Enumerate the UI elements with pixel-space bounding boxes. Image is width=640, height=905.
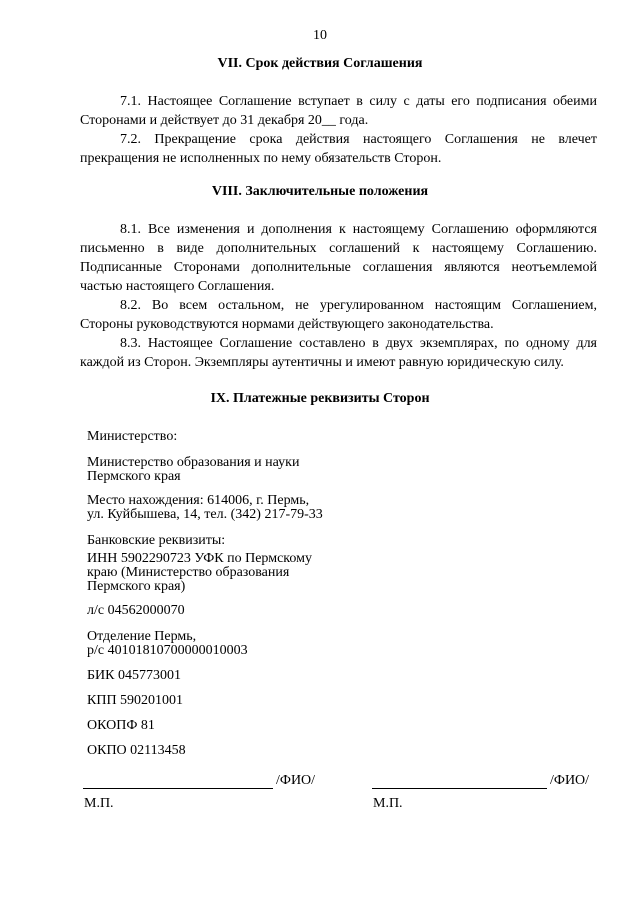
clause-7-1: 7.1. Настоящее Соглашение вступает в силу с даты его подписания обеими Сторонами и действует до 31 декабря 20__ года. [80,94,597,128]
okpo-code: ОКПО 02113458 [87,743,186,758]
ministry-name-line-2: Пермского края [87,469,181,484]
settlement-account: р/с 40101810700000010003 [87,643,248,658]
address-line-1: Место нахождения: 614006, г. Пермь, [87,493,310,508]
clause-7-2: 7.2. Прекращение срока действия настоящего Соглашения не влечет прекращения не исполненных по нему обязательств Сторон. [80,132,597,166]
clause-8-2: 8.2. Во всем остальном, не урегулированном настоящим Соглашением, Стороны руководствуются нормами действующего законодательства. [80,298,597,332]
okopf-code: ОКОПФ 81 [87,718,155,733]
section-9-heading: IX. Платежные реквизиты Сторон [210,391,430,406]
right-fio-label: /ФИО/ [550,773,590,788]
ministry-label: Министерство: [87,429,178,444]
clause-8-3: 8.3. Настоящее Соглашение составлено в двух экземплярах, по одному для каждой из Сторон. Экземпляры аутентичны и имеют равную юридическую силу. [80,336,597,370]
section-7-heading: VII. Срок действия Соглашения [217,56,423,71]
section-8-heading: VIII. Заключительные положения [211,184,429,199]
left-fio-label: /ФИО/ [276,773,316,788]
ministry-name-line-1: Министерство образования и науки [87,455,300,470]
bank-line-2: краю (Министерство образования [87,565,290,580]
right-seal-label: М.П. [373,796,403,811]
address-line-2: ул. Куйбышева, 14, тел. (342) 217-79-33 [87,507,323,522]
branch-line-1: Отделение Пермь, [87,629,197,644]
left-signature-line [83,788,273,789]
bank-label: Банковские реквизиты: [87,533,226,548]
right-signature-line [372,788,547,789]
clause-8-1: 8.1. Все изменения и дополнения к настоящему Соглашению оформляются письменно в виде дополнительных соглашений к настоящему Соглашению. Подписанные Сторонами дополнительные соглашения являются неотъемлемой частью настоящего Соглашения. [80,222,597,294]
page-number: 10 [313,28,327,43]
bank-line-3: Пермского края) [87,579,186,594]
personal-account: л/с 04562000070 [87,603,185,618]
left-seal-label: М.П. [84,796,114,811]
bik-code: БИК 045773001 [87,668,181,683]
kpp-code: КПП 590201001 [87,693,184,708]
bank-line-1: ИНН 5902290723 УФК по Пермскому [87,551,312,566]
